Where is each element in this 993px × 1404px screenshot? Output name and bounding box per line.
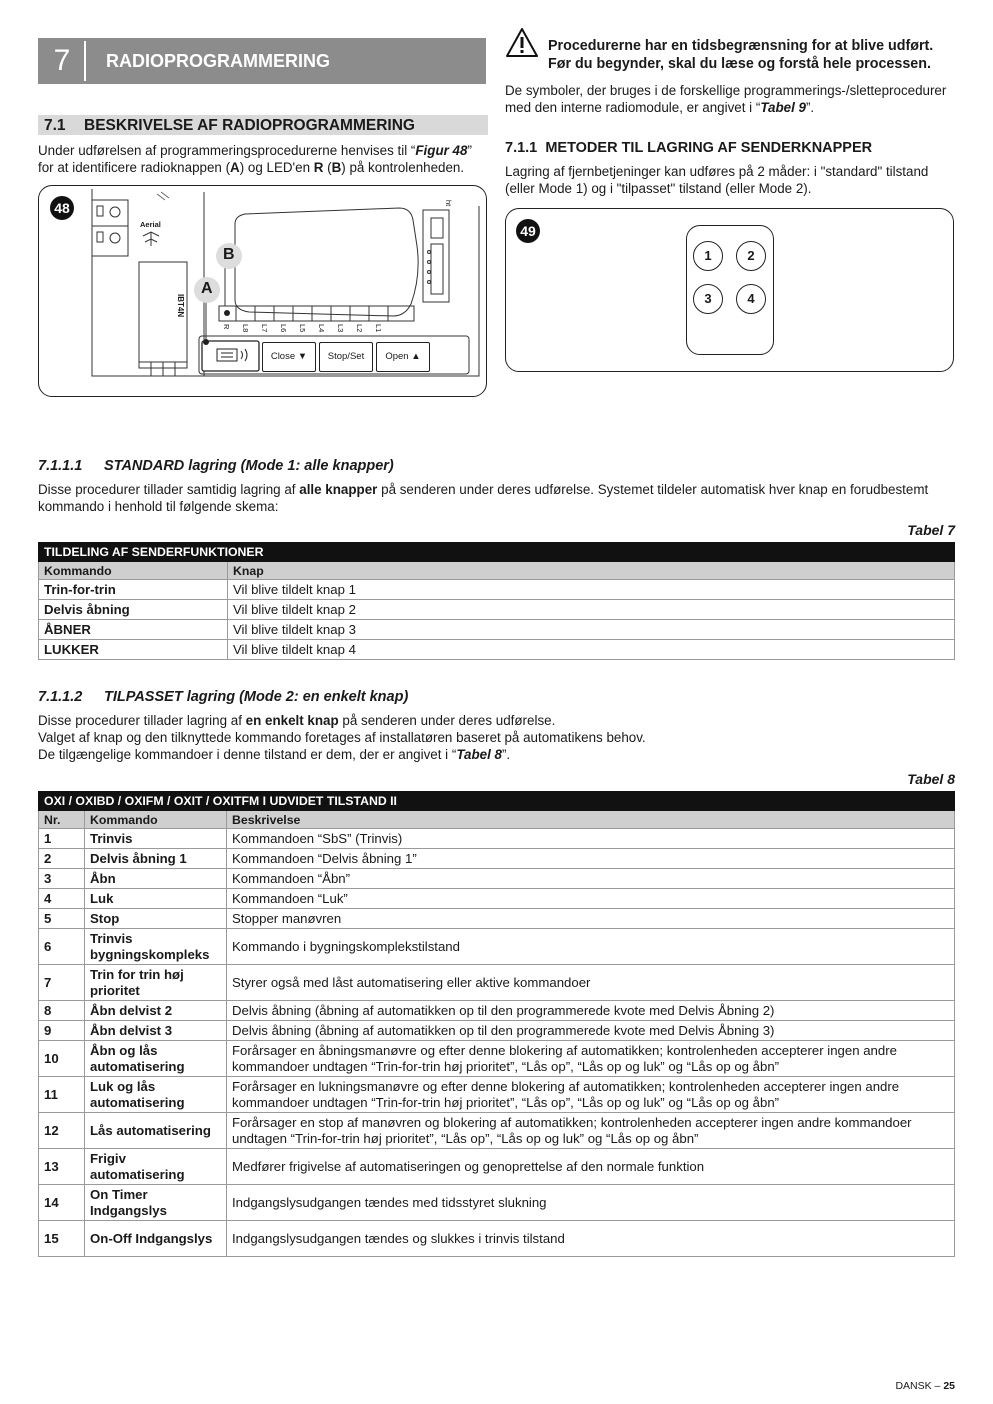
text-part-4: ”.: [501, 747, 511, 762]
table-row: [39, 1221, 955, 1257]
table-row: [39, 849, 955, 869]
symbols-note: [505, 82, 955, 116]
number-cell: 6: [39, 929, 85, 965]
stop-set-button: Stop/Set: [319, 342, 373, 372]
table-row: [39, 965, 955, 1001]
intro-label-r: R: [313, 160, 324, 175]
led-label: L4: [317, 324, 326, 333]
section-title: METODER TIL LAGRING AF SENDERKNAPPER: [545, 140, 873, 156]
page-number: 25: [943, 1380, 955, 1392]
table-title-row: [39, 792, 955, 811]
column-header: Knap: [228, 562, 955, 580]
description-cell: Kommandoen “SbS” (Trinvis): [227, 829, 955, 849]
section-7-1-1-text: Lagring af fjernbetjeninger kan udføres på 2 måder: i "standard" tilstand (eller Mode 1) og i "tilpasset" tilstand (eller Mode 2).: [505, 164, 929, 196]
led-label: L6: [279, 324, 288, 333]
description-cell: Indgangslysudgangen tændes og slukkes i trinvis tilstand: [227, 1221, 955, 1257]
command-cell: Trinvis: [85, 829, 227, 849]
column-header: Kommando: [39, 562, 228, 580]
table-7-label: Tabel 7: [907, 522, 955, 538]
button-cell: Vil blive tildelt knap 3: [228, 620, 955, 640]
number-cell: 13: [39, 1149, 85, 1185]
text-part-1: Disse procedurer tillader lagring af: [38, 713, 246, 728]
number-cell: 11: [39, 1077, 85, 1113]
number-cell: 4: [39, 889, 85, 909]
table-row: [39, 829, 955, 849]
subsection-7-1-1-1-text: [38, 481, 955, 515]
table-header-row: [39, 562, 955, 580]
command-cell: Stop: [85, 909, 227, 929]
command-cell: Luk og lås automatisering: [85, 1077, 227, 1113]
description-cell: Kommandoen “Luk”: [227, 889, 955, 909]
chapter-title: RADIOPROGRAMMERING: [106, 50, 330, 71]
page-footer: [895, 1378, 955, 1395]
led-label: L8: [241, 324, 250, 333]
number-cell: 12: [39, 1113, 85, 1149]
section-number: 7.1: [44, 116, 66, 134]
figure-reference: Figur 48: [415, 143, 468, 158]
table-row: [39, 600, 955, 620]
number-cell: 14: [39, 1185, 85, 1221]
chapter-header: [38, 38, 486, 84]
description-cell: Forårsager en stop af manøvren og blokering af automatikken; kontrolenheden accepterer ingen andre kommandoer undtagen “Trin-for-trin høj prioritet”, “Lås op”, “Lås op og luk” og “Lås op og åbn”: [227, 1113, 955, 1149]
description-cell: Kommandoen “Delvis åbning 1”: [227, 849, 955, 869]
section-title: BESKRIVELSE AF RADIOPROGRAMMERING: [84, 116, 415, 134]
command-cell: On Timer Indgangslys: [85, 1185, 227, 1221]
command-cell: On-Off Indgangslys: [85, 1221, 227, 1257]
description-cell: Stopper manøvren: [227, 909, 955, 929]
table-row: [39, 889, 955, 909]
chapter-number: 7: [40, 41, 86, 81]
button-cell: Vil blive tildelt knap 4: [228, 640, 955, 660]
table-row: [39, 1113, 955, 1149]
led-label: L7: [260, 324, 269, 333]
number-cell: 15: [39, 1221, 85, 1257]
table-row: [39, 640, 955, 660]
remote-key-3: 3: [693, 284, 723, 314]
column-header: Beskrivelse: [227, 811, 955, 829]
table-8-reference: Tabel 8: [456, 747, 502, 762]
intro-text-4: (: [323, 160, 332, 175]
open-button: Open ▲: [376, 342, 430, 372]
figure-49: [505, 208, 954, 372]
intro-text-3: ) og LED'en: [239, 160, 314, 175]
subsection-title: TILPASSET lagring (Mode 2: en enkelt knap): [104, 689, 409, 705]
number-cell: 7: [39, 965, 85, 1001]
column-header: Nr.: [39, 811, 85, 829]
description-cell: Forårsager en lukningsmanøvre og efter denne blokering af automatikken; kontrolenheden accepterer ingen andre kommandoer undtagen “Trin-for-trin høj prioritet”, “Lås op”, “Lås op og luk” og “Lås op og åbn”: [227, 1077, 955, 1113]
subsection-title: STANDARD lagring (Mode 1: alle knapper): [104, 458, 394, 474]
description-cell: Medfører frigivelse af automatiseringen og genoprettelse af den normale funktion: [227, 1149, 955, 1185]
intro-text-1: Under udførelsen af programmeringsprocedurerne henvises til “: [38, 143, 416, 158]
text-line-2: Valget af knap og den tilknyttede kommando foretages af installatøren baseret på automatikens behov.: [38, 730, 646, 745]
table-row: [39, 869, 955, 889]
command-cell: LUKKER: [39, 640, 228, 660]
remote-key-2: 2: [736, 241, 766, 271]
command-cell: Frigiv automatisering: [85, 1149, 227, 1185]
text-part-2: på senderen under deres udførelse. Systemet tildeler automatisk hver knap en forudbestemt kommando i henhold til følgende skema:: [38, 482, 929, 514]
number-cell: 9: [39, 1021, 85, 1041]
board-model-label: IBT4N: [176, 294, 185, 318]
command-cell: Trin-for-trin: [39, 580, 228, 600]
text-emphasis: en enkelt knap: [245, 713, 339, 728]
number-cell: 3: [39, 869, 85, 889]
description-cell: Kommandoen “Åbn”: [227, 869, 955, 889]
warning-icon: [505, 27, 539, 58]
remote-key-1: 1: [693, 241, 723, 271]
close-button: Close ▼: [262, 342, 316, 372]
led-label: L1: [374, 324, 383, 333]
button-cell: Vil blive tildelt knap 2: [228, 600, 955, 620]
led-r-label: R: [222, 324, 231, 330]
section-heading-7-1: [38, 115, 488, 135]
command-cell: Åbn: [85, 869, 227, 889]
number-cell: 8: [39, 1001, 85, 1021]
led-label: L3: [336, 324, 345, 333]
table-row: [39, 1185, 955, 1221]
table-row: [39, 1001, 955, 1021]
figure-48-badge: 48: [50, 196, 74, 220]
intro-text-2: ” for at identificere radioknappen (: [38, 143, 472, 175]
table-title: TILDELING AF SENDERFUNKTIONER: [39, 543, 955, 562]
footer-language: DANSK –: [895, 1380, 944, 1392]
figure-49-badge: 49: [516, 219, 540, 243]
symbols-note-end: ”.: [805, 100, 815, 115]
number-cell: 1: [39, 829, 85, 849]
command-cell: ÅBNER: [39, 620, 228, 640]
text-line-3: [38, 746, 955, 763]
intro-label-b: B: [331, 160, 342, 175]
command-cell: Trinvis bygningskompleks: [85, 929, 227, 965]
command-cell: Lås automatisering: [85, 1113, 227, 1149]
label-b: B: [223, 246, 235, 263]
table-7: [38, 542, 955, 660]
table-8-label: Tabel 8: [907, 771, 955, 787]
intro-text-5: ) på kontrolenheden.: [341, 160, 465, 175]
description-cell: Indgangslysudgangen tændes med tidsstyret slukning: [227, 1185, 955, 1221]
symbols-note-text: De symboler, der bruges i de forskellige programmerings-/sletteprocedurer med den interne radiomodule, er angivet i “: [505, 83, 947, 115]
table-row: [39, 929, 955, 965]
number-cell: 2: [39, 849, 85, 869]
table-row: [39, 1077, 955, 1113]
column-header: Kommando: [85, 811, 227, 829]
command-cell: Trin for trin høj prioritet: [85, 965, 227, 1001]
section-number: 7.1.1: [505, 140, 538, 156]
subsection-7-1-1-2-text: [38, 712, 955, 763]
remote-key-4: 4: [736, 284, 766, 314]
command-cell: Delvis åbning 1: [85, 849, 227, 869]
table-title-row: [39, 543, 955, 562]
table-row: [39, 1021, 955, 1041]
table-9-reference: Tabel 9: [760, 100, 806, 115]
table-8: [38, 791, 955, 1257]
description-cell: Kommando i bygningskomplekstilstand: [227, 929, 955, 965]
table-row: [39, 1149, 955, 1185]
number-cell: 10: [39, 1041, 85, 1077]
description-cell: Styrer også med låst automatisering eller aktive kommandoer: [227, 965, 955, 1001]
command-cell: Luk: [85, 889, 227, 909]
intro-label-a: A: [230, 160, 240, 175]
table-row: [39, 620, 955, 640]
warning-text: Procedurerne har en tidsbegrænsning for at blive udført. Før du begynder, skal du læse og forstå hele processen.: [548, 38, 934, 72]
command-cell: Åbn delvist 3: [85, 1021, 227, 1041]
command-cell: Delvis åbning: [39, 600, 228, 620]
led-label: L2: [355, 324, 364, 333]
text-part-3: De tilgængelige kommandoer i denne tilstand er dem, der er angivet i “: [38, 747, 457, 762]
command-cell: Åbn delvist 2: [85, 1001, 227, 1021]
subsection-number: 7.1.1.1: [38, 458, 83, 474]
section-heading-7-1-1: [505, 140, 872, 157]
figure-48: [38, 185, 487, 397]
aerial-label: Aerial: [140, 220, 161, 229]
description-cell: Delvis åbning (åbning af automatikken op til den programmerede kvote med Delvis Åbning 3): [227, 1021, 955, 1041]
led-label: L5: [298, 324, 307, 333]
text-line-1: [38, 712, 955, 729]
table-row: [39, 909, 955, 929]
subsection-heading-7-1-1-1: [38, 458, 394, 475]
text-emphasis: alle knapper: [299, 482, 378, 497]
table-header-row: [39, 811, 955, 829]
section-7-1-intro: [38, 142, 488, 176]
subsection-number: 7.1.1.2: [38, 689, 83, 705]
subsection-heading-7-1-1-2: [38, 689, 408, 706]
description-cell: Forårsager en åbningsmanøvre og efter denne blokering af automatikken; kontrolenheden accepterer ingen andre kommandoer undtagen “Trin-for-trin høj prioritet”, “Lås op”, “Lås op og luk” og “Lås op og åbn”: [227, 1041, 955, 1077]
text-part-1: Disse procedurer tillader samtidig lagring af: [38, 482, 300, 497]
command-cell: Åbn og lås automatisering: [85, 1041, 227, 1077]
port-label: ht: [444, 200, 453, 207]
description-cell: Delvis åbning (åbning af automatikken op til den programmerede kvote med Delvis Åbning 2): [227, 1001, 955, 1021]
text-part-2: på senderen under deres udførelse.: [338, 713, 556, 728]
number-cell: 5: [39, 909, 85, 929]
label-a: A: [201, 280, 213, 297]
table-row: [39, 580, 955, 600]
button-cell: Vil blive tildelt knap 1: [228, 580, 955, 600]
table-title: OXI / OXIBD / OXIFM / OXIT / OXITFM I UDVIDET TILSTAND II: [39, 792, 955, 811]
table-row: [39, 1041, 955, 1077]
